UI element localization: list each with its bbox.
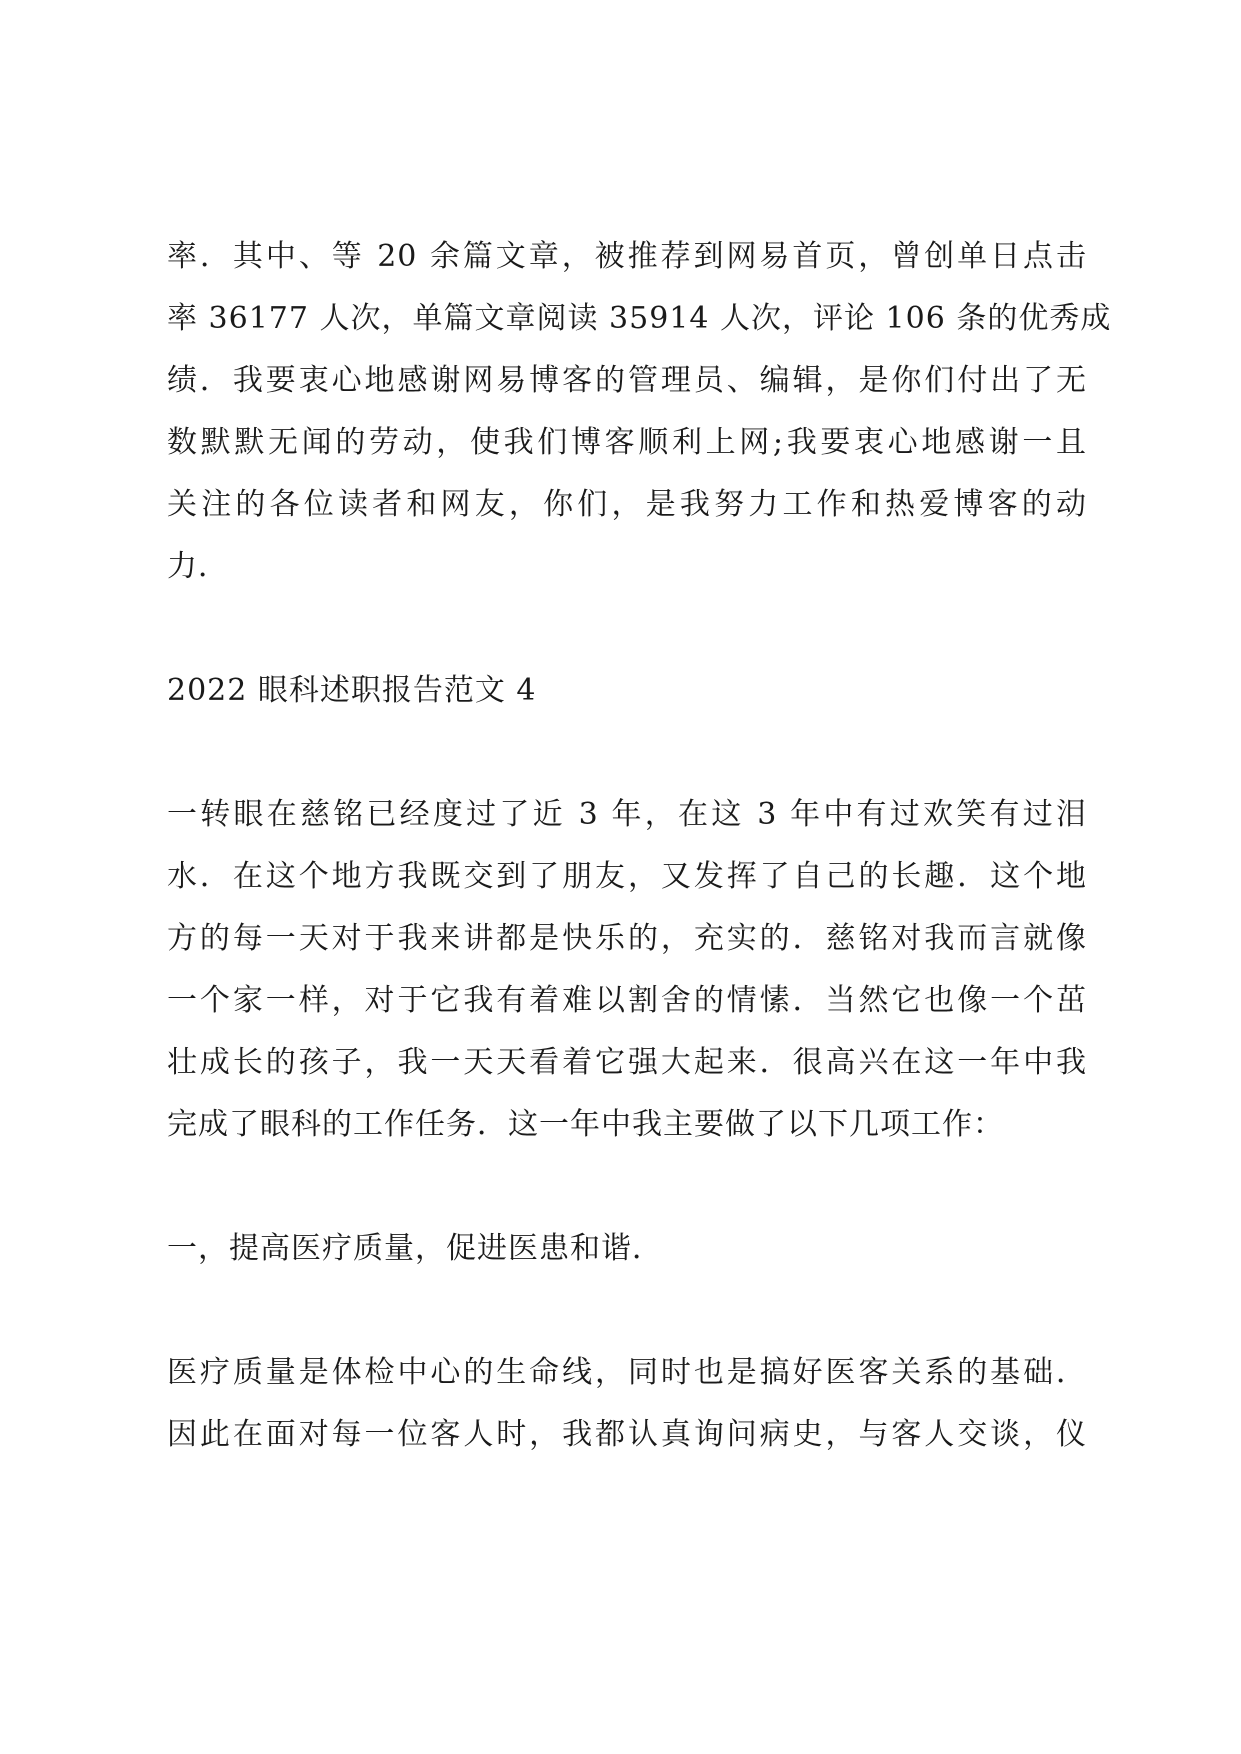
paragraph-gap <box>167 722 1087 784</box>
text-line: 壮成长的孩子，我一天天看着它强大起来．很高兴在这一年中我 <box>167 1045 1087 1080</box>
paragraph-gap <box>167 1280 1087 1342</box>
text-line: 方的每一天对于我来讲都是快乐的，充实的．慈铭对我而言就像 <box>167 921 1087 956</box>
document-body <box>167 226 1112 1466</box>
text-line: 一转眼在慈铭已经度过了近 3 年，在这 3 年中有过欢笑有过泪 <box>167 797 1087 832</box>
text-line: 数默默无闻的劳动，使我们博客顺利上网;我要衷心地感谢一且 <box>167 425 1087 460</box>
text-line: 绩．我要衷心地感谢网易博客的管理员、编辑，是你们付出了无 <box>167 363 1087 398</box>
text-line: 医疗质量是体检中心的生命线，同时也是搞好医客关系的基础． <box>167 1355 1087 1390</box>
text-line: 水．在这个地方我既交到了朋友，又发挥了自己的长趣．这个地 <box>167 859 1087 894</box>
paragraph-intro <box>167 784 1087 1156</box>
paragraph-medical-quality <box>167 1342 1087 1466</box>
paragraph-gap <box>167 598 1087 660</box>
paragraph-blog-thanks <box>167 226 1112 598</box>
section-heading: 2022 眼科述职报告范文 4 <box>167 673 537 708</box>
text-line: 因此在面对每一位客人时，我都认真询问病史，与客人交谈，仪 <box>167 1417 1087 1452</box>
text-line: 率．其中、等 20 余篇文章，被推荐到网易首页，曾创单日点击 <box>167 239 1087 274</box>
text-line: 完成了眼科的工作任务．这一年中我主要做了以下几项工作： <box>167 1107 1004 1142</box>
text-line: 力． <box>167 549 229 584</box>
text-line: 一个家一样，对于它我有着难以割舍的情愫．当然它也像一个茁 <box>167 983 1087 1018</box>
paragraph-gap <box>167 1156 1087 1218</box>
subsection-title: 一，提高医疗质量，促进医患和谐． <box>167 1231 663 1266</box>
text-line: 关注的各位读者和网友，你们，是我努力工作和热爱博客的动 <box>167 487 1087 522</box>
text-line: 率 36177 人次，单篇文章阅读 35914 人次，评论 106 条的优秀成 <box>167 301 1112 336</box>
